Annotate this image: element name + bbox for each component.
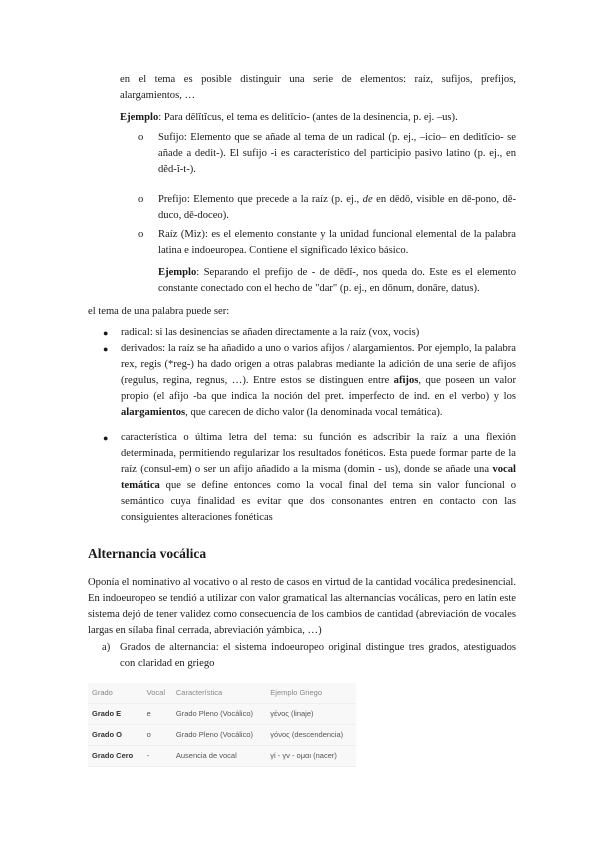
table-row <box>88 725 356 746</box>
table-cell: Grado Cero <box>92 751 134 760</box>
table-cell: Grado Pleno (Vocálico) <box>175 709 253 718</box>
bullet-dot: ● <box>103 344 109 354</box>
sub-bullet: o <box>138 229 144 240</box>
intro-line-1: en el tema es posible distinguir una serie de elementos: raíz, sufijos, prefijos, <box>120 74 516 85</box>
list-marker: a) <box>102 642 111 653</box>
bullet-dot: ● <box>103 433 109 443</box>
derivados-bold-afijos: afijos <box>393 375 419 386</box>
table-cell: Grado O <box>92 730 123 739</box>
intro-2: el tema de una palabra puede ser: <box>88 306 230 317</box>
table-header: Vocal <box>146 688 165 697</box>
bullet-dot: ● <box>103 328 109 338</box>
sub-bullet: o <box>138 194 144 205</box>
table-cell: γένος (linaje) <box>270 709 314 718</box>
example-1 <box>120 110 516 126</box>
intro-line-2: alargamientos, … <box>120 90 196 101</box>
table-cell: o <box>146 730 151 739</box>
table-row <box>88 746 356 767</box>
table-cell: γόνος (descendencia) <box>270 730 344 739</box>
intro-paragraph <box>120 72 516 104</box>
derivados-d: , que carecen de dicho valor (la denominada vocal temática). <box>185 407 443 418</box>
derivados-c: , que poseen un valor propio (el afijo -ba que indica la noción del pret. imperfecto de ind. en el verbo) y los <box>121 375 516 402</box>
sub-item-raiz-text: Raíz (Miz): es el elemento constante y la unidad funcional elemental de la palabra latina e indoeuropea. Contiene el significado léxico básico. <box>158 229 516 256</box>
caracteristica-bold: vocal temática <box>121 464 516 491</box>
table-cell: - <box>146 751 150 760</box>
table-header-row <box>88 683 356 704</box>
prefijo-italic: de <box>362 194 373 205</box>
example-1-label: Ejemplo <box>120 112 159 123</box>
list-item-a-text: Grados de alternancia: el sistema indoeuropeo original distingue tres grados, atestiguados con claridad en griego <box>120 642 516 669</box>
section-paragraph: Oponía el nominativo al vocativo o al resto de casos en virtud de la cantidad vocálica predesinencial. En indoeuropeo se tendió a utilizar con valor gramatical las alternancias vocálicas, pero en latín este sistema dejó de tener validez como consecuencia de los cambios de cantidad (abreviación de vocales largas en sílaba final cerrada, abreviación yámbica, …) <box>88 577 517 636</box>
prefijo-text-b: en dēdō, visible en dē-pono, dē-duco, dē-doceo). <box>158 194 516 221</box>
derivados-bold-alargamientos: alargamientos <box>121 407 186 418</box>
table-cell: γί - γν - ομαι (nacer) <box>270 751 337 760</box>
caracteristica-c: que se define entonces como la vocal final del tema sin valor funcional o semántico cuya finalidad es evitar que dos consonantes entren en contacto con las consiguientes alteraciones fonéticas <box>121 480 516 523</box>
derivados-a: derivados: la raíz se ha añadido a uno o varios afijos / alargamientos. Por ejemplo, la palabra rex, regis (*reg-) ha dado origen a otras palabras mediante la adición de una serie de afijos (regulus, regina, regnus, …). Entre estos se distinguen entre <box>121 343 516 386</box>
table-header: Ejemplo Griego <box>270 688 322 697</box>
example-1-text: : Para dēlĭtĭcus, el tema es delitīcio- (antes de la desinencia, p. ej. –us). <box>158 112 458 123</box>
grades-table <box>88 683 356 767</box>
bullet-caracteristica-text <box>121 430 516 526</box>
table-cell: e <box>146 709 151 718</box>
table-header: Grado <box>92 688 113 697</box>
bullet-radical-text: radical: si las desinencias se añaden directamente a la raíz (vox, vocis) <box>121 327 420 338</box>
sub-item-prefijo-text <box>158 192 516 224</box>
table-row <box>88 704 356 725</box>
table-cell: Grado Pleno (Vocálico) <box>175 730 253 739</box>
bullet-derivados-text <box>121 341 516 421</box>
caracteristica-a: característica o última letra del tema: su función es adscribir la raíz a una flexión determinada, permitiendo regularizar los resultados fonéticos. Esta puede formar parte de la raíz (consul-em) o ser un afijo añadido a la misma (domin - us), donde se añade una <box>121 432 516 475</box>
table-cell: Ausencia de vocal <box>175 751 237 760</box>
section-title: Alternancia vocálica <box>88 546 207 561</box>
sub-bullet: o <box>138 132 144 143</box>
example-2-text: : Separando el prefijo de - de dēdĭ-, nos queda do. Este es el elemento constante conectado con el hecho de "dar" (p. ej., en dōnum, donāre, datus). <box>158 267 516 294</box>
example-2-label: Ejemplo <box>158 267 197 278</box>
table-cell: Grado E <box>92 709 122 718</box>
sub-item-sufijo-text: Sufijo: Elemento que se añade al tema de un radical (p. ej., –icio– en deditīcio- se añade a dedit-). El sufijo -i es característico del participio pasivo latino (p. ej., en dĕd-ĭ-t-). <box>158 132 516 175</box>
example-2 <box>158 265 516 297</box>
prefijo-text-a: Prefijo: Elemento que precede a la raíz (p. ej., <box>158 194 363 205</box>
table-header: Característica <box>175 688 223 697</box>
